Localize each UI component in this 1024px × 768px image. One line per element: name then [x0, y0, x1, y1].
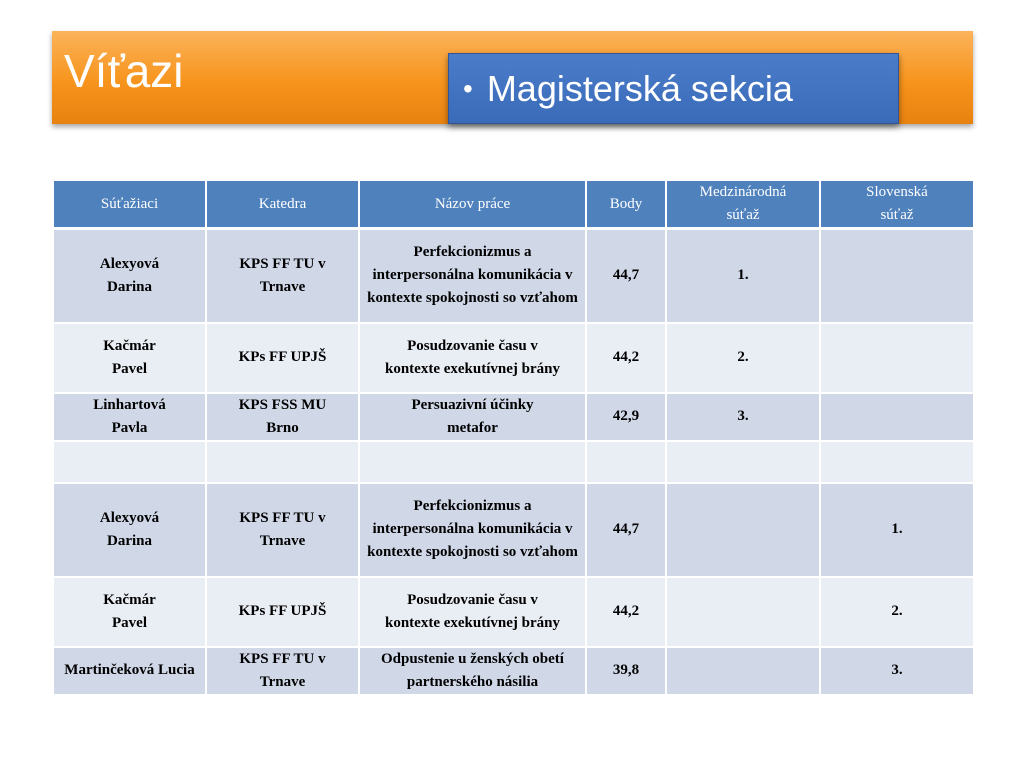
header-department: Katedra	[206, 180, 359, 229]
table-row	[53, 393, 974, 441]
cell-international	[666, 441, 820, 483]
cell-points: 44,2	[586, 323, 666, 393]
header-contestants: Súťažiaci	[53, 180, 206, 229]
table-row	[53, 323, 974, 393]
table-row	[53, 483, 974, 577]
table-row	[53, 441, 974, 483]
cell-international: 1.	[666, 229, 820, 323]
cell-name: Alexyová Darina	[53, 483, 206, 577]
slide-title: Víťazi	[64, 45, 184, 97]
cell-name: Alexyová Darina	[53, 229, 206, 323]
cell-points: 44,2	[586, 577, 666, 647]
table-header-row	[53, 180, 974, 229]
cell-international: 3.	[666, 393, 820, 441]
cell-slovak: 2.	[820, 577, 974, 647]
cell-department: KPs FF UPJŠ	[206, 323, 359, 393]
table-row	[53, 229, 974, 323]
cell-international: 2.	[666, 323, 820, 393]
cell-slovak	[820, 441, 974, 483]
table-row	[53, 577, 974, 647]
cell-title: Persuazivní účinky metafor	[359, 393, 586, 441]
cell-title: Perfekcionizmus a interpersonálna komunikácia v kontexte spokojnosti so vzťahom	[359, 229, 586, 323]
cell-international	[666, 483, 820, 577]
header-slovak: Slovenská súťaž	[820, 180, 974, 229]
cell-department	[206, 441, 359, 483]
header-title: Názov práce	[359, 180, 586, 229]
section-box	[448, 53, 899, 124]
cell-title: Odpustenie u ženských obetí partnerského násilia	[359, 647, 586, 695]
cell-points	[586, 441, 666, 483]
cell-international	[666, 577, 820, 647]
cell-name: Martinčeková Lucia	[53, 647, 206, 695]
cell-department: KPs FF UPJŠ	[206, 577, 359, 647]
cell-points: 42,9	[586, 393, 666, 441]
header-international: Medzinárodná súťaž	[666, 180, 820, 229]
cell-title: Perfekcionizmus a interpersonálna komunikácia v kontexte spokojnosti so vzťahom	[359, 483, 586, 577]
cell-department: KPS FF TU v Trnave	[206, 647, 359, 695]
header-points: Body	[586, 180, 666, 229]
cell-title	[359, 441, 586, 483]
cell-title: Posudzovanie času v kontexte exekutívnej brány	[359, 577, 586, 647]
cell-slovak: 1.	[820, 483, 974, 577]
results-table	[52, 179, 975, 696]
cell-department: KPS FSS MU Brno	[206, 393, 359, 441]
cell-name: Kačmár Pavel	[53, 577, 206, 647]
cell-slovak	[820, 393, 974, 441]
cell-slovak: 3.	[820, 647, 974, 695]
table-row	[53, 647, 974, 695]
cell-title: Posudzovanie času v kontexte exekutívnej brány	[359, 323, 586, 393]
cell-points: 39,8	[586, 647, 666, 695]
cell-points: 44,7	[586, 229, 666, 323]
cell-department: KPS FF TU v Trnave	[206, 229, 359, 323]
cell-international	[666, 647, 820, 695]
cell-name: Kačmár Pavel	[53, 323, 206, 393]
cell-name	[53, 441, 206, 483]
cell-slovak	[820, 323, 974, 393]
cell-department: KPS FF TU v Trnave	[206, 483, 359, 577]
cell-slovak	[820, 229, 974, 323]
cell-name: Linhartová Pavla	[53, 393, 206, 441]
cell-points: 44,7	[586, 483, 666, 577]
section-label: Magisterská sekcia	[486, 67, 793, 109]
bullet-icon: •	[463, 72, 473, 104]
